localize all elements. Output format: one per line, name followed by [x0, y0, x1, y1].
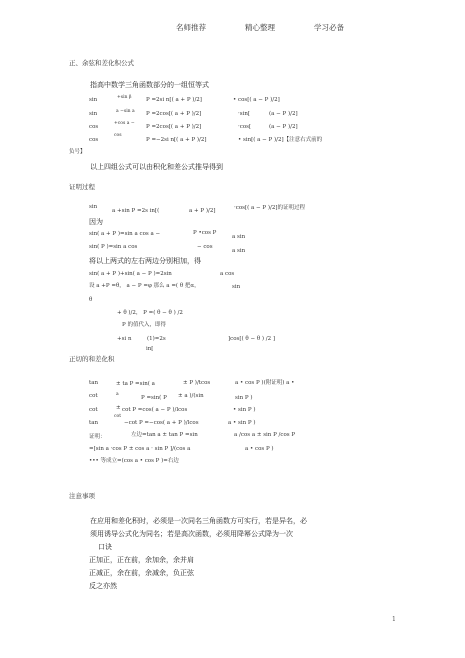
mnemonic-line-1: 正加正，正在前，余加余，余并肩: [89, 556, 194, 564]
formula-row-1-lhs: sin: [89, 97, 98, 103]
mnemonic-line-2: 正减正，余在前，余减余，负正弦: [89, 569, 194, 577]
header-item-3: 学习必备: [314, 23, 344, 32]
tan-row-1-c: ± P )/tcos: [183, 380, 211, 386]
proof-line-3-a: sin( a + P )=sin a cos a −: [89, 231, 161, 237]
proof-line-11-b: (1)=2s: [147, 336, 166, 342]
tan-row-6-b: a • cos P ): [245, 446, 274, 452]
formula-row-3-b: P =2cos[( a + P )/2]: [146, 124, 202, 130]
formula-row-1-c: • cos[( a − P )/2]: [233, 97, 280, 103]
tan-row-3-c: cot P =cos( a − P )/lcos: [122, 407, 188, 413]
formula-row-4-c: • sin[( a − P )/2]【注意右式前的: [238, 137, 323, 143]
proof-line-4-a: sin( P )=sin a cos: [89, 244, 138, 250]
formula-row-3-c: ·cos[: [238, 124, 252, 130]
proof-line-1-a: sin: [89, 204, 98, 210]
tan-row-5-c: a /cos a ± sin P /cos P: [234, 432, 296, 438]
proof-line-11-d: ]cos[( θ − θ ) /2 ]: [228, 336, 276, 342]
tan-row-7: ••• 等成立=(cos a • cos P )=右边: [89, 458, 179, 464]
tan-row-4-d: a • sin P ): [228, 420, 256, 426]
proof-line-11-c: in[: [146, 346, 154, 352]
proof-line-1-c: a + P )/2]: [189, 208, 216, 214]
tan-row-6-a: =[sin a ·cos P ± cos a · sin P ]/(cos a: [89, 446, 191, 452]
tan-row-4-b: cot: [114, 414, 122, 419]
intro-text: 指高中数学三角函数部分的一组恒等式: [90, 81, 209, 89]
proof-line-2: 因为: [89, 218, 103, 226]
section-title-proof: 证明过程: [69, 183, 95, 191]
formula-row-2-d: (a − P )/2]: [269, 111, 298, 117]
proof-line-9: + θ )/2， P =( θ − θ ) /2: [117, 310, 183, 316]
proof-line-6-b: a cos: [220, 271, 235, 277]
formula-row-1-b: P =2si n[( a + P )/2]: [146, 97, 202, 103]
formula-row-3-d: (a − P )/2]: [269, 124, 298, 130]
proof-line-11-a: +si n: [117, 336, 132, 342]
formula-row-3-a: +cos a −: [114, 121, 135, 126]
tan-row-2-d: ± a )/(sin: [178, 393, 204, 399]
tan-row-2-c: P =sin( P: [141, 395, 167, 401]
tan-row-3-a: cot: [89, 407, 98, 413]
proof-line-8: θ: [89, 297, 93, 303]
formula-row-4-b: P =−2si n[( a + P )/2]: [146, 137, 207, 143]
tan-row-2-a: cot: [89, 393, 98, 399]
tan-row-2-e: sin P ): [235, 395, 253, 401]
note-end-text: 负号】: [69, 149, 86, 155]
formula-row-4-lhs: cos: [89, 137, 99, 143]
proof-line-1-d: ·cos[( a − P )/2]的证明过程: [234, 205, 305, 211]
tan-row-4-a: tan: [89, 420, 99, 426]
tan-row-1-d: a • cos P )(附证明) a •: [235, 380, 295, 386]
derivation-note: 以上四组公式可以由积化和差公式推导得到: [90, 163, 223, 171]
formula-row-2-lhs: sin: [89, 111, 98, 117]
formula-row-2-a: a −sin a: [116, 109, 135, 114]
page-number: 1: [392, 616, 396, 623]
tan-row-2-b: a: [116, 392, 119, 397]
section-title-tangent: 正切的和差化积: [69, 355, 115, 363]
section-title-sum-to-product: 正、余弦和差化积公式: [69, 59, 134, 67]
tan-row-3-b: ±: [116, 405, 121, 411]
mnemonic-title: 口诀: [98, 543, 112, 551]
proof-line-3-c: a sin: [232, 234, 246, 240]
proof-line-5: 将以上两式的左右两边分别相加，得: [89, 257, 201, 265]
section-title-notes: 注意事项: [69, 492, 95, 500]
tan-row-3-d: • sin P ): [233, 407, 256, 413]
formula-row-1-a: +sin β: [117, 95, 132, 100]
tan-row-1-b: ± ta P =sin( a: [116, 381, 155, 387]
tan-row-5-b: 左边=tan a ± tan P =sin: [131, 432, 198, 438]
proof-line-3-b: P •cos P: [193, 230, 217, 236]
tan-row-1-a: tan: [89, 380, 99, 386]
notes-paragraph-line-2: 须用诱导公式化为同名；若是高次函数，必须用降幂公式降为一次: [90, 530, 293, 538]
notes-paragraph-line-1: 在应用和差化积时，必须是一次同名三角函数方可实行，若是异名，必: [90, 517, 307, 525]
formula-row-2-b: P =2cos[( a + P )/2]: [146, 111, 202, 117]
tan-row-5-a: 证明：: [89, 434, 106, 440]
proof-line-7-b: sin: [232, 284, 241, 290]
proof-line-1-b: a +sin P =2s in[(: [112, 208, 160, 214]
proof-line-4-b: − cos: [197, 244, 213, 250]
proof-line-7-a: 设 a +P =θ， a − P =φ 那么 a =( θ 把α，: [89, 283, 200, 289]
proof-line-4-c: a sin: [232, 248, 246, 254]
header-item-1: 名师推荐: [176, 23, 206, 32]
proof-line-6-a: sin( a + P )+sin( a − P )=2sin: [89, 271, 172, 277]
formula-row-4-a: cos: [114, 133, 122, 138]
proof-line-10: P 的值代入，即得: [122, 322, 166, 328]
formula-row-3-lhs: cos: [89, 124, 99, 130]
tan-row-4-c: −cot P =−cos( a + P )/lcos: [124, 420, 199, 426]
header-item-2: 精心整理: [245, 23, 275, 32]
mnemonic-line-3: 反之亦然: [89, 582, 117, 590]
formula-row-2-c: ·sin[: [238, 111, 251, 117]
